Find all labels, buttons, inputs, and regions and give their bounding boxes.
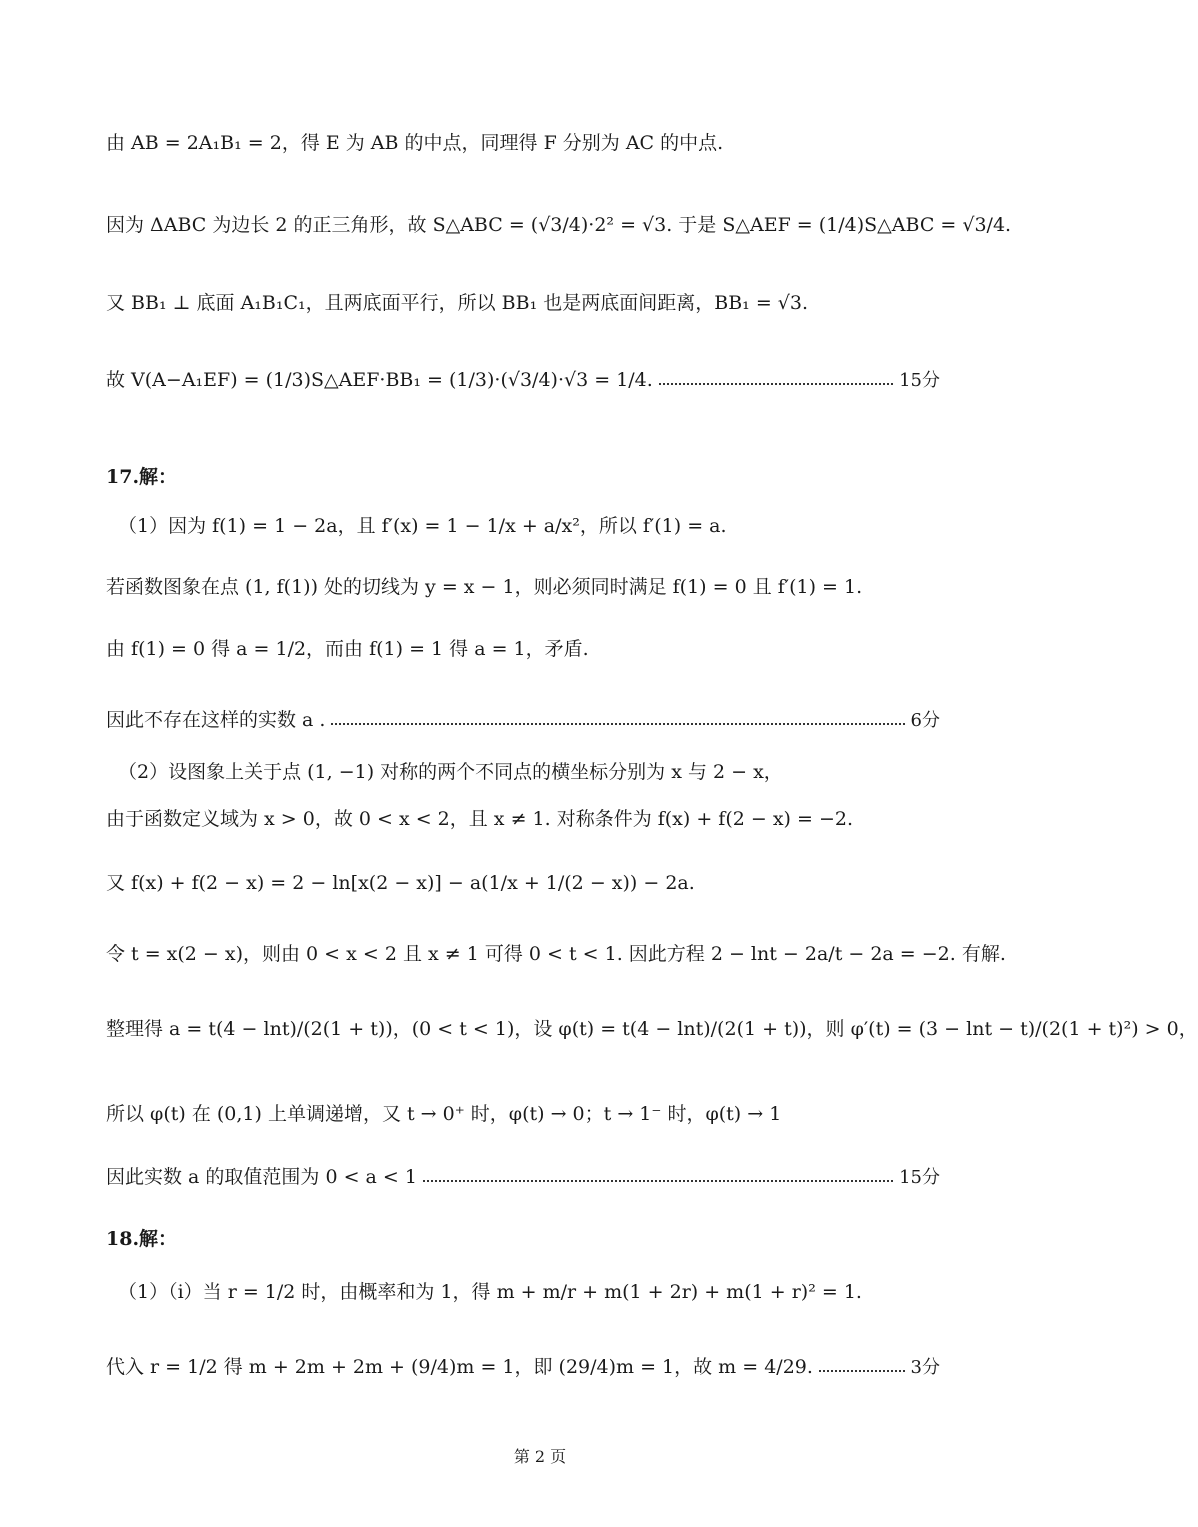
page-number: 第 2 页 xyxy=(513,1447,567,1466)
line-text: 令 t = x(2 − x)，则由 0 < x < 2 且 x ≠ 1 可得 0 < t < 1. 因此方程 2 − lnt − 2a/t − 2a = −2. 有解. xyxy=(106,943,1006,965)
question-heading: 17.解： xyxy=(106,466,178,488)
text-line xyxy=(118,761,940,784)
text-line xyxy=(106,638,940,661)
text-line-with-score xyxy=(106,369,940,392)
line-text: 因此不存在这样的实数 a . xyxy=(106,709,326,731)
line-text: （1）因为 f(1) = 1 − 2a，且 f′(x) = 1 − 1/x + a/x²，所以 f′(1) = a. xyxy=(118,515,727,537)
line-text: 由于函数定义域为 x > 0，故 0 < x < 2，且 x ≠ 1. 对称条件为 f(x) + f(2 − x) = −2. xyxy=(106,808,854,830)
text-line xyxy=(106,214,1012,237)
line-text: 因此实数 a 的取值范围为 0 < a < 1 xyxy=(106,1166,417,1188)
score-label: 15分 xyxy=(899,369,940,391)
text-line xyxy=(106,872,940,895)
line-text: （1）（ⅰ）当 r = 1/2 时，由概率和为 1，得 m + m/r + m(1 + 2r) + m(1 + r)² = 1. xyxy=(118,1281,862,1303)
dot-leader xyxy=(659,383,893,385)
text-line xyxy=(106,943,1006,966)
text-line xyxy=(106,808,940,831)
line-text: 又 f(x) + f(2 − x) = 2 − ln[x(2 − x)] − a(1/x + 1/(2 − x)) − 2a. xyxy=(106,872,695,894)
line-text: （2）设图象上关于点 (1, −1) 对称的两个不同点的横坐标分别为 x 与 2 − x， xyxy=(118,761,783,783)
line-text: 所以 φ(t) 在 (0,1) 上单调递增，又 t → 0⁺ 时，φ(t) → 0；t → 1⁻ 时，φ(t) → 1 xyxy=(106,1103,782,1125)
line-text: 又 BB₁ ⊥ 底面 A₁B₁C₁，且两底面平行，所以 BB₁ 也是两底面间距离，BB₁ = √3. xyxy=(106,292,809,314)
line-text: 若函数图象在点 (1, f(1)) 处的切线为 y = x − 1，则必须同时满足 f(1) = 0 且 f′(1) = 1. xyxy=(106,576,863,598)
score-label: 6分 xyxy=(910,709,940,731)
line-text: 代入 r = 1/2 得 m + 2m + 2m + (9/4)m = 1，即 (29/4)m = 1，故 m = 4/29. xyxy=(106,1356,813,1378)
dot-leader xyxy=(819,1370,905,1372)
dot-leader xyxy=(423,1180,893,1182)
dot-leader xyxy=(331,723,904,725)
text-line xyxy=(106,1103,940,1126)
score-label: 15分 xyxy=(899,1166,940,1188)
text-line xyxy=(106,1018,1198,1041)
text-line xyxy=(118,515,940,538)
score-label: 3分 xyxy=(910,1356,940,1378)
text-line-with-score xyxy=(106,709,940,732)
line-text: 由 AB = 2A₁B₁ = 2，得 E 为 AB 的中点，同理得 F 分别为 AC 的中点. xyxy=(106,132,724,154)
text-line xyxy=(106,132,940,155)
text-line-with-score xyxy=(106,1166,940,1189)
line-text: 由 f(1) = 0 得 a = 1/2，而由 f(1) = 1 得 a = 1，矛盾. xyxy=(106,638,589,660)
text-line xyxy=(106,292,940,315)
question-heading: 18.解： xyxy=(106,1228,178,1250)
text-line xyxy=(106,576,940,599)
line-text: 整理得 a = t(4 − lnt)/(2(1 + t))，(0 < t < 1)，设 φ(t) = t(4 − lnt)/(2(1 + t))，则 φ′(t) = (3 − lnt − t)/(2(1 + t)²) > 0， xyxy=(106,1018,1198,1040)
line-text: 故 V(A−A₁EF) = (1/3)S△AEF·BB₁ = (1/3)·(√3/4)·√3 = 1/4. xyxy=(106,369,653,391)
text-line xyxy=(118,1281,940,1304)
line-text: 因为 ΔABC 为边长 2 的正三角形，故 S△ABC = (√3/4)·2² = √3. 于是 S△AEF = (1/4)S△ABC = √3/4. xyxy=(106,214,1012,236)
text-line-with-score xyxy=(106,1356,940,1379)
